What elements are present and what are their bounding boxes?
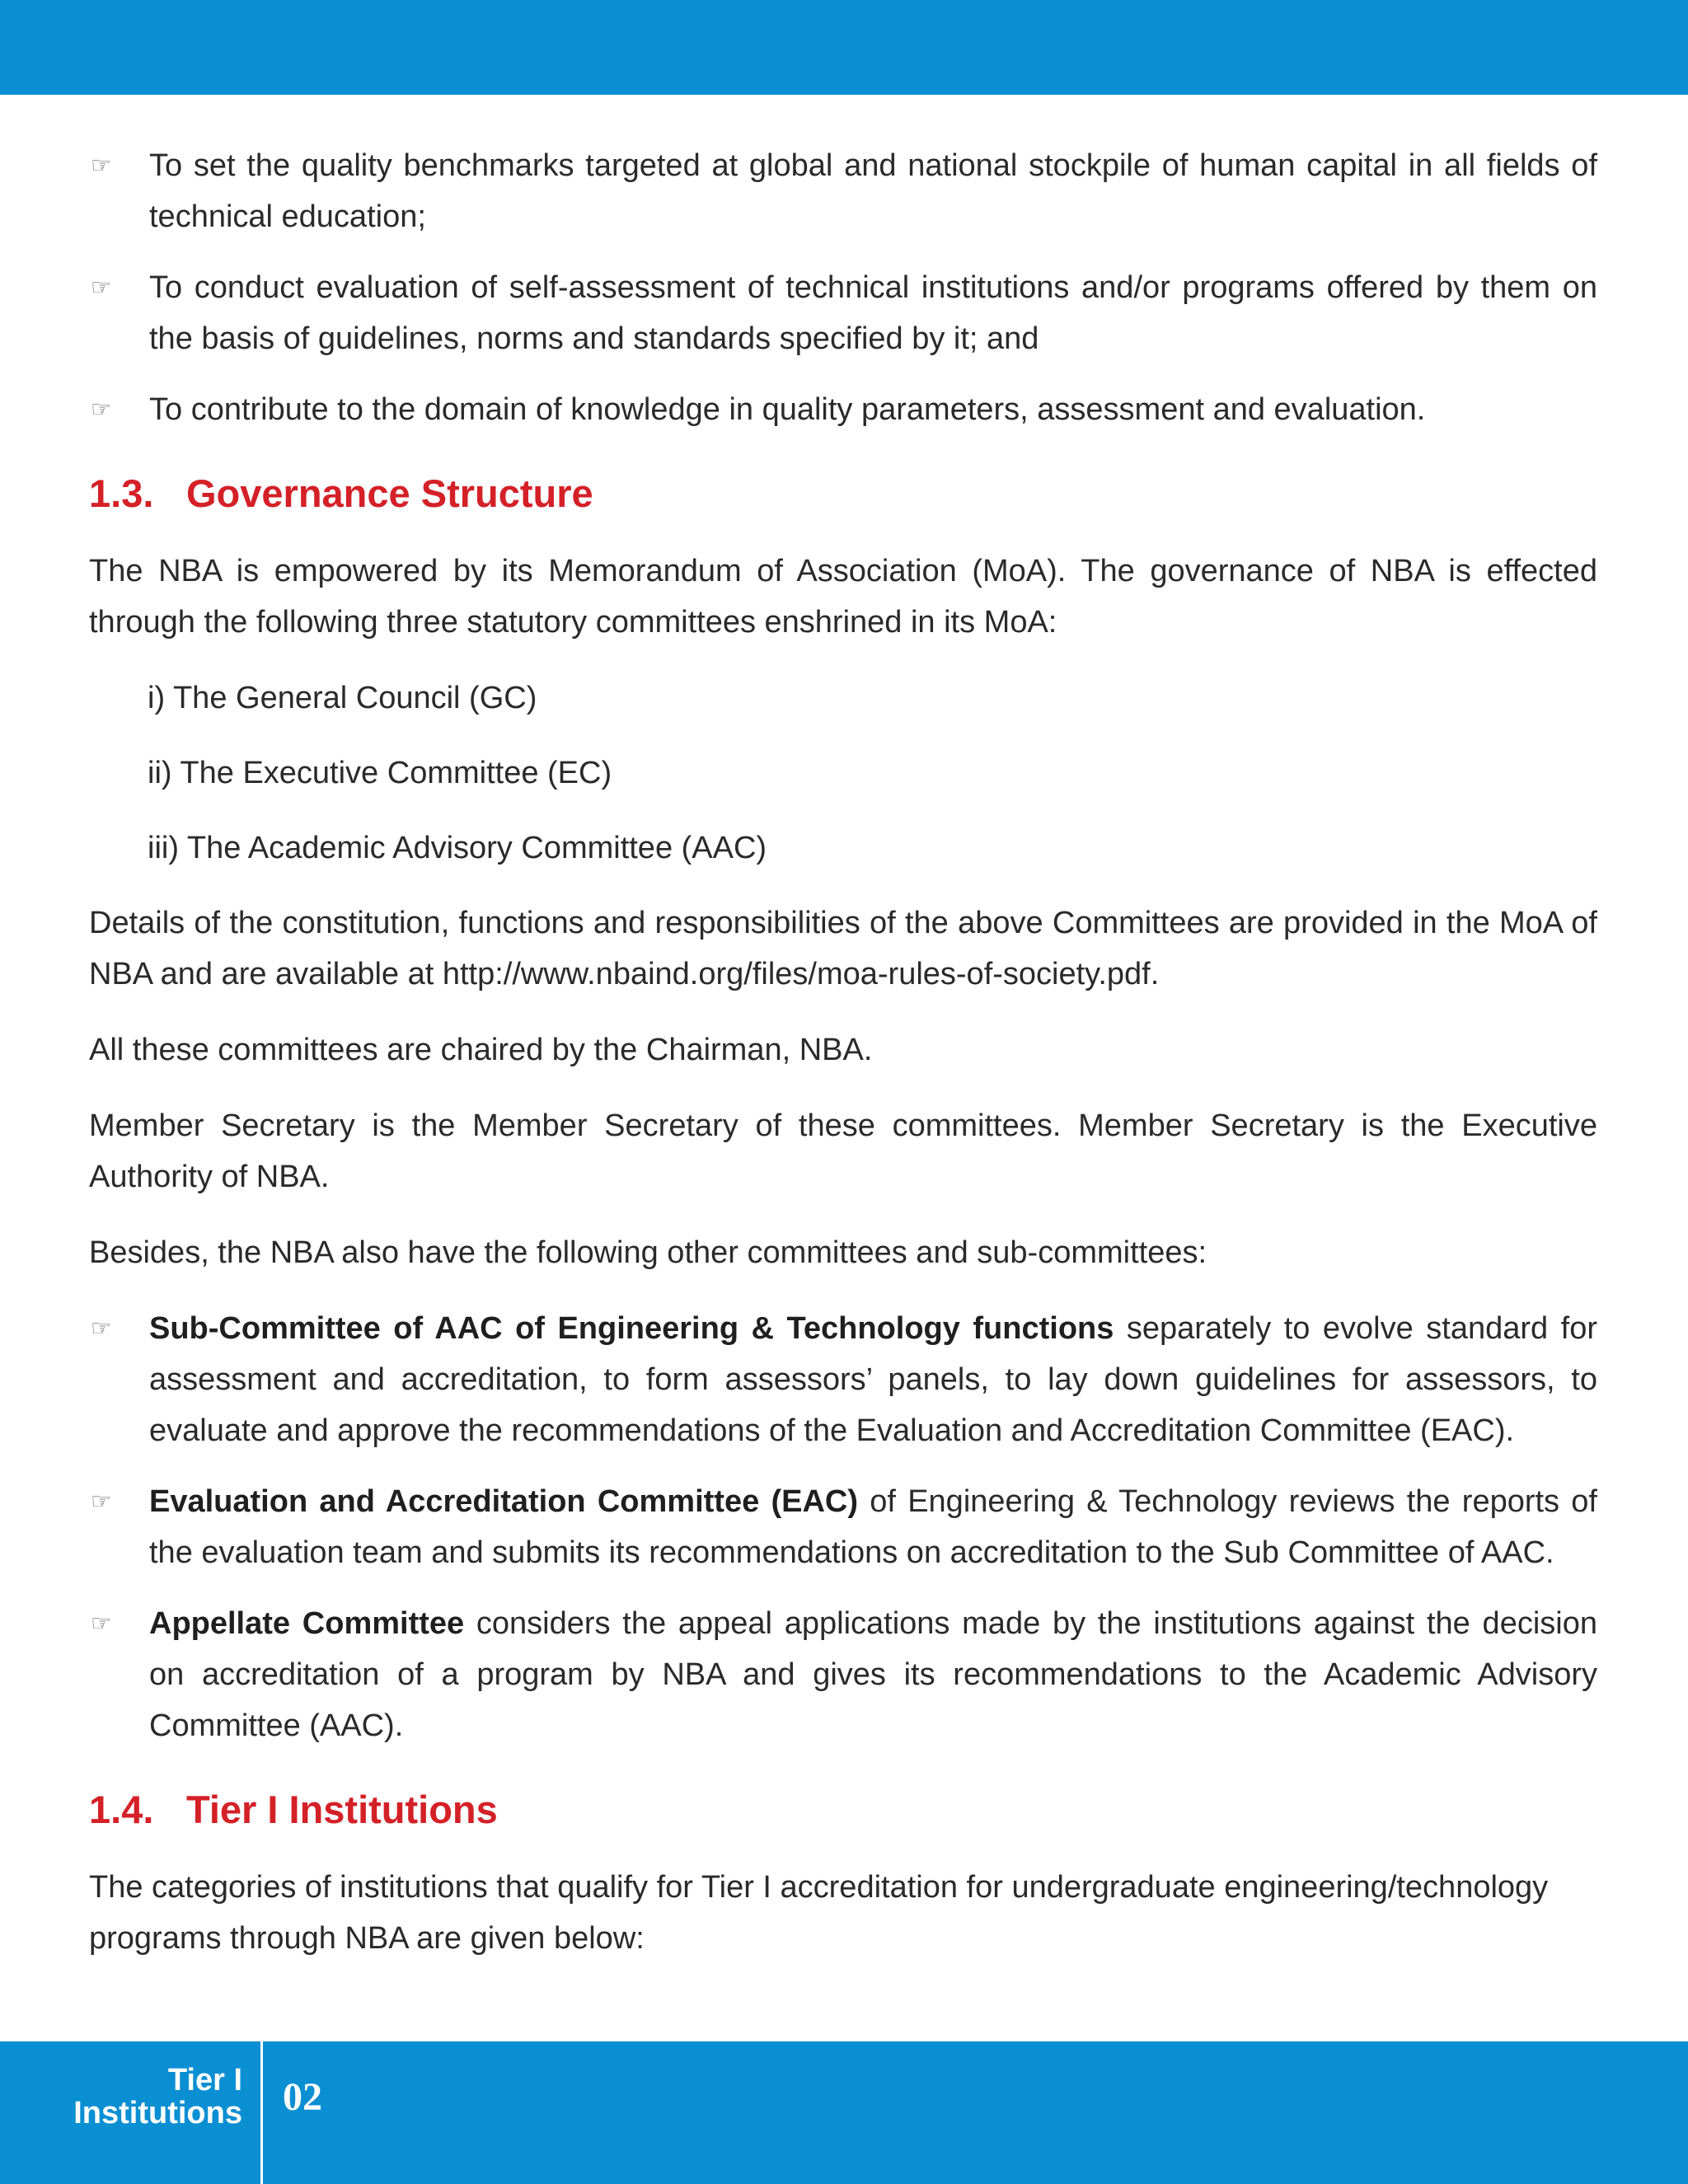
- committee-description: of Engineering & Technology reviews the reports of the evaluation team and submits its recommendations on accreditation to the Sub Committee of AAC.: [149, 1484, 1597, 1570]
- committee-details: Details of the constitution, functions and responsibilities of the above Committees are provided in the MoA of NBA and are available at http://www.nbaind.org/files/moa-rules-of-society.pdf.: [89, 906, 1597, 991]
- section-heading-governance: [89, 468, 1597, 519]
- pointing-hand-icon: ☞: [91, 396, 112, 423]
- page-number: 02: [283, 2075, 322, 2119]
- section-number: 1.4.: [89, 1788, 154, 1831]
- section-number: 1.3.: [89, 471, 154, 515]
- committee-item: ii) The Executive Committee (EC): [148, 756, 612, 790]
- committee-name: Evaluation and Accreditation Committee (EAC): [149, 1484, 859, 1519]
- pointing-hand-icon: ☞: [91, 1610, 112, 1637]
- governance-intro: The NBA is empowered by its Memorandum of Association (MoA). The governance of NBA is effected through the following three statutory committees enshrined in its MoA:: [89, 554, 1597, 640]
- page-content: [89, 140, 1597, 1989]
- list-item: [89, 1476, 1597, 1578]
- list-item: [89, 384, 1597, 435]
- list-item: [89, 1598, 1597, 1751]
- list-item: [89, 1303, 1597, 1456]
- section-title: Tier I Institutions: [186, 1788, 498, 1831]
- committee-name: Appellate Committee: [149, 1606, 465, 1641]
- committee-item: i) The General Council (GC): [148, 681, 537, 715]
- header-band: [0, 0, 1688, 95]
- section-title: Governance Structure: [186, 471, 593, 515]
- pointing-hand-icon: ☞: [91, 1488, 112, 1515]
- list-item: [89, 140, 1597, 242]
- list-item: [89, 262, 1597, 364]
- list-item-text: To set the quality benchmarks targeted at global and national stockpile of human capital in all fields of technical education;: [149, 148, 1597, 234]
- chaired-by-text: All these committees are chaired by the Chairman, NBA.: [89, 1033, 873, 1067]
- list-item-text: To contribute to the domain of knowledge in quality parameters, assessment and evaluation.: [149, 392, 1426, 427]
- committee-description: considers the appeal applications made by the institutions against the decision on accreditation of a program by NBA and gives its recommendations to the Academic Advisory Committee (AAC).: [149, 1606, 1597, 1743]
- section-heading-tier-i: [89, 1784, 1597, 1835]
- besides-text: Besides, the NBA also have the following other committees and sub-committees:: [89, 1235, 1207, 1270]
- footer-label-line: Tier I: [167, 2063, 242, 2097]
- committee-name: Sub-Committee of AAC of Engineering & Technology functions: [149, 1311, 1114, 1346]
- pointing-hand-icon: ☞: [91, 1315, 112, 1342]
- member-secretary-text: Member Secretary is the Member Secretary of these committees. Member Secretary is the Executive Authority of NBA.: [89, 1108, 1597, 1194]
- pointing-hand-icon: ☞: [91, 274, 112, 301]
- committee-item: iii) The Academic Advisory Committee (AAC): [148, 831, 767, 865]
- footer-section-label: [73, 2064, 242, 2130]
- pointing-hand-icon: ☞: [91, 152, 112, 179]
- list-item-text: To conduct evaluation of self-assessment of technical institutions and/or programs offered by them on the basis of guidelines, norms and standards specified by it; and: [149, 270, 1597, 356]
- tier-i-intro: The categories of institutions that qualify for Tier I accreditation for undergraduate engineering/technology programs through NBA are given below:: [89, 1870, 1549, 1956]
- footer-band: [0, 2041, 1688, 2184]
- footer-divider: [260, 2041, 263, 2184]
- committee-description: separately to evolve standard for assessment and accreditation, to form assessors’ panels, to lay down guidelines for assessors, to evaluate and approve the recommendations of the Evaluation and Accreditation Committee (EAC).: [149, 1311, 1597, 1448]
- footer-label-line: Institutions: [73, 2096, 242, 2130]
